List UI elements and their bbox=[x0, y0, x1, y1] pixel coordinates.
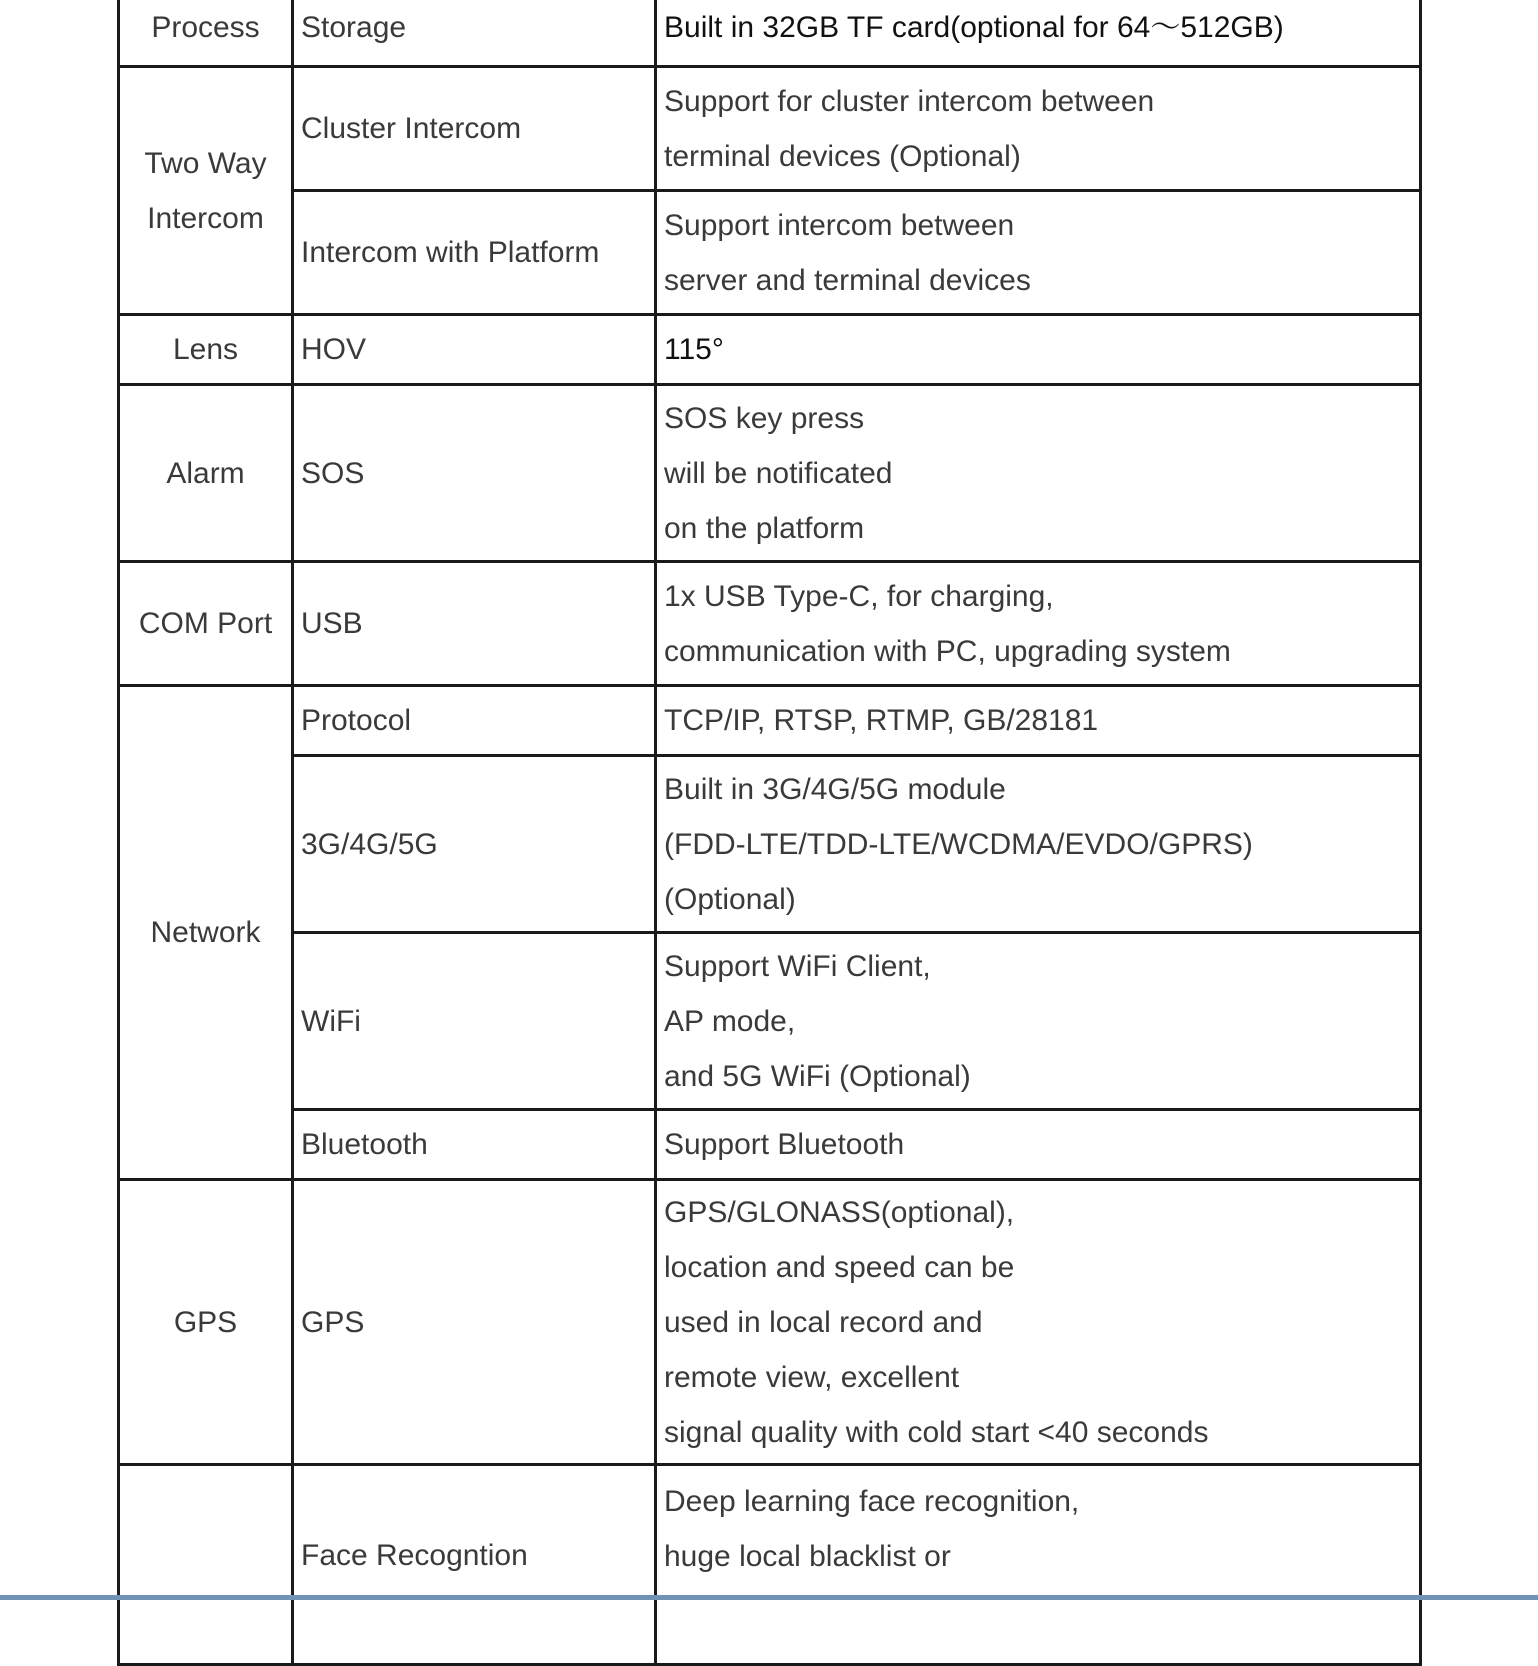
feature-cell: WiFi bbox=[293, 933, 656, 1110]
spec-sheet bbox=[117, 0, 1419, 1666]
feature-cell: HOV bbox=[293, 315, 656, 385]
feature-cell: Face Recogntion bbox=[293, 1465, 656, 1665]
feature-cell: Storage bbox=[293, 0, 656, 67]
feature-cell: Intercom with Platform bbox=[293, 191, 656, 315]
description-cell: TCP/IP, RTSP, RTMP, GB/28181 bbox=[656, 686, 1421, 756]
table-row bbox=[119, 1110, 1421, 1180]
table-row bbox=[119, 67, 1421, 191]
description-cell: Support for cluster intercom between terminal devices (Optional) bbox=[656, 67, 1421, 191]
feature-cell: USB bbox=[293, 562, 656, 686]
description-cell: Deep learning face recognition, huge local blacklist or bbox=[656, 1465, 1421, 1665]
spec-table bbox=[117, 0, 1422, 1666]
category-cell: COM Port bbox=[119, 562, 293, 686]
description-cell: Support Bluetooth bbox=[656, 1110, 1421, 1180]
table-row bbox=[119, 933, 1421, 1110]
category-cell: Alarm bbox=[119, 385, 293, 562]
category-cell: Lens bbox=[119, 315, 293, 385]
table-row bbox=[119, 686, 1421, 756]
description-cell: 115° bbox=[656, 315, 1421, 385]
table-row bbox=[119, 385, 1421, 562]
feature-cell: Cluster Intercom bbox=[293, 67, 656, 191]
table-row bbox=[119, 0, 1421, 67]
description-cell: Support intercom between server and terminal devices bbox=[656, 191, 1421, 315]
table-row bbox=[119, 562, 1421, 686]
bottom-bar bbox=[0, 1595, 1538, 1600]
feature-cell: GPS bbox=[293, 1180, 656, 1465]
description-cell: SOS key press will be notificated on the platform bbox=[656, 385, 1421, 562]
table-row bbox=[119, 191, 1421, 315]
category-cell: Two Way Intercom bbox=[119, 67, 293, 315]
feature-cell: Protocol bbox=[293, 686, 656, 756]
category-cell: GPS bbox=[119, 1180, 293, 1465]
feature-cell: SOS bbox=[293, 385, 656, 562]
table-row bbox=[119, 1180, 1421, 1465]
table-row bbox=[119, 1465, 1421, 1665]
description-cell: Support WiFi Client, AP mode, and 5G WiFi (Optional) bbox=[656, 933, 1421, 1110]
description-cell: Built in 3G/4G/5G module (FDD-LTE/TDD-LTE/WCDMA/EVDO/GPRS) (Optional) bbox=[656, 756, 1421, 933]
category-cell bbox=[119, 1465, 293, 1665]
table-row bbox=[119, 315, 1421, 385]
feature-cell: Bluetooth bbox=[293, 1110, 656, 1180]
description-cell: Built in 32GB TF card(optional for 64～512GB) bbox=[656, 0, 1421, 67]
category-cell: Network bbox=[119, 686, 293, 1180]
table-row bbox=[119, 756, 1421, 933]
description-cell: GPS/GLONASS(optional), location and speed can be used in local record and remote view, excellent signal quality with cold start <40 seconds bbox=[656, 1180, 1421, 1465]
feature-cell: 3G/4G/5G bbox=[293, 756, 656, 933]
category-cell: Process bbox=[119, 0, 293, 67]
description-cell: 1x USB Type-C, for charging, communication with PC, upgrading system bbox=[656, 562, 1421, 686]
